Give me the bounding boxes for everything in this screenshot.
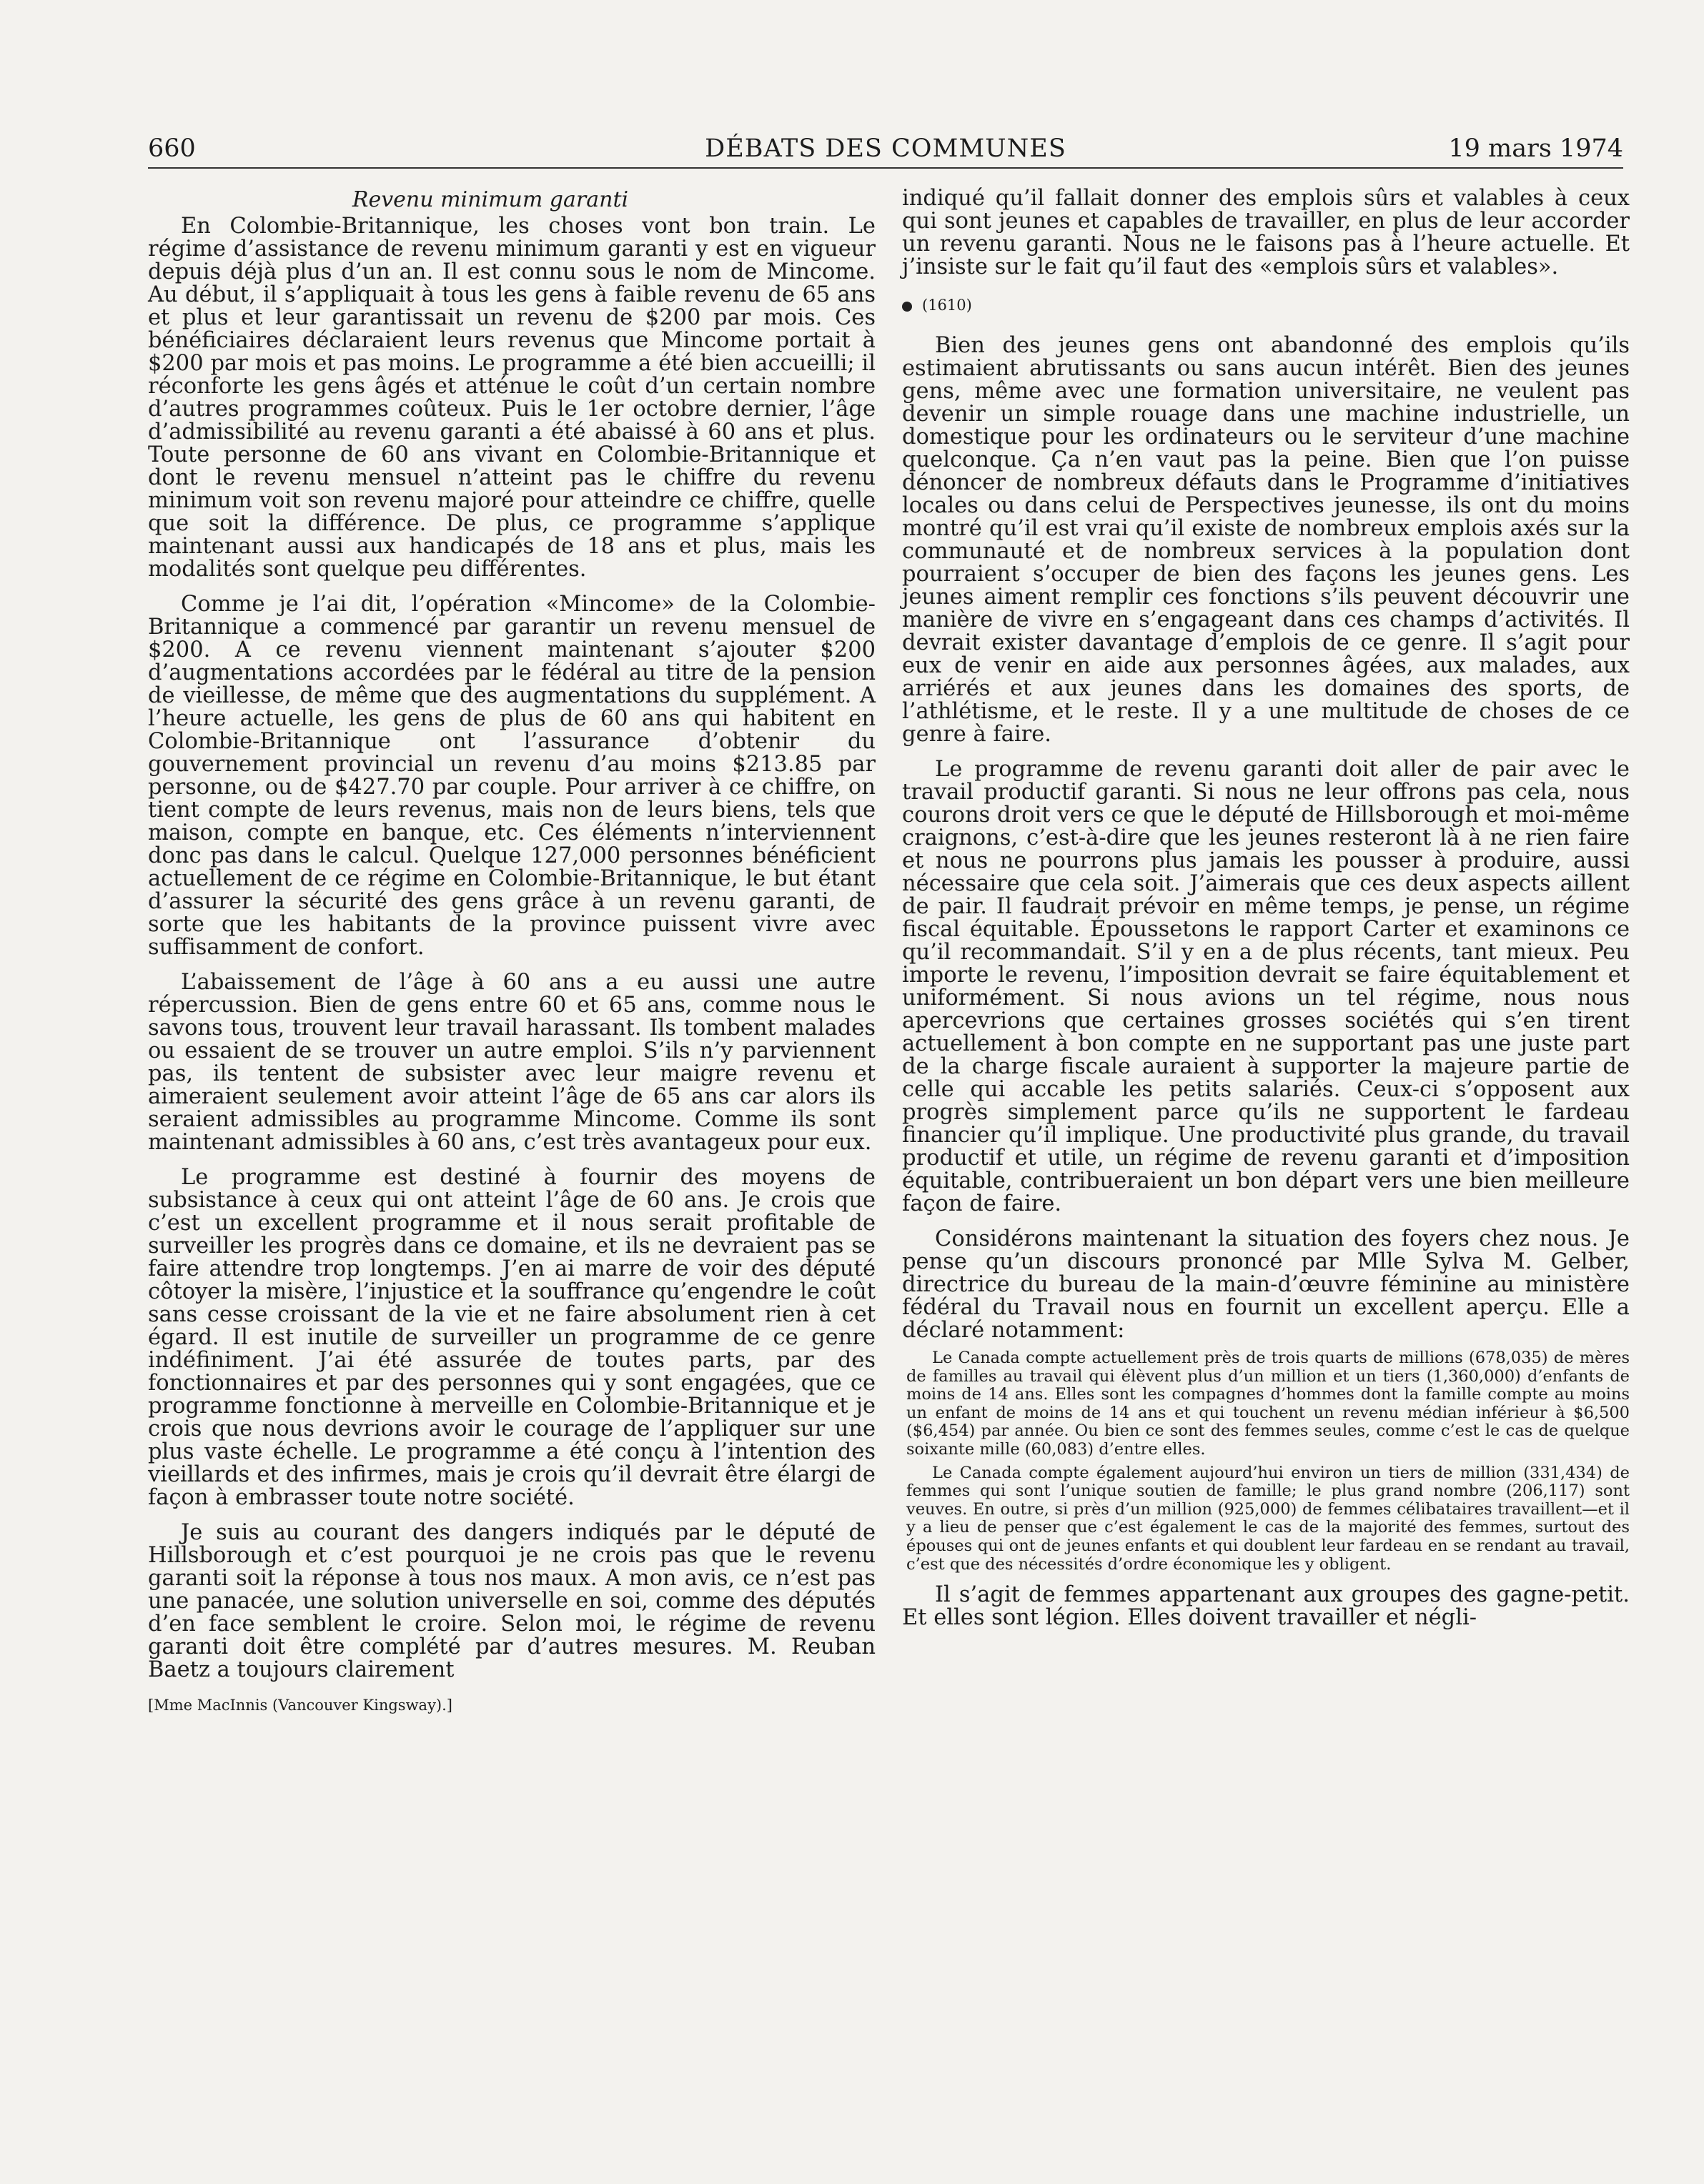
quote-paragraph: Le Canada compte également aujourd’hui environ un tiers de million (331,434) de femmes qui sont l’unique soutien de famille; le plus grand nombre (206,117) sont veuves. En outre, si près d’un million (925,000) de femmes célibataires travaillent—et il y a lieu de penser que c’est également le cas de la majorité des femmes, surtout des épouses qui ont de jeunes enfants et qui doublent leur fardeau en se rendant au travail, c’est que des nécessités d’ordre économique les y obligent. [906,1463,1630,1574]
left-column [148,187,876,1716]
speaker-note: [Mme MacInnis (Vancouver Kingsway).] [148,1697,452,1714]
paragraph: Le programme est destiné à fournir des moyens de subsistance à ceux qui ont atteint l’âge de 60 ans. Je crois que c’est un excellent programme et il nous serait profitable de surveiller les progrès dans ce domaine, et ils ne devraient pas se faire attendre trop longtemps. J’en ai marre de voir des député côtoyer la misère, l’injustice et la souffrance qu’engendre le coût sans cesse croissant de la vie et ne faire absolument rien à cet égard. Il est inutile de surveiller un programme de ce genre indéfiniment. J’ai été assurée de toutes parts, par des fonctionnaires et par des personnes qui y sont engagées, que ce programme fonctionne à merveille en Colombie-Britannique et je crois que nous devrions avoir le courage de l’appliquer sur une plus vaste échelle. Le programme a été conçu à l’intention des vieillards et des infirmes, mais je crois qu’il devrait être élargi de façon à embrasser toute notre société. [148,1165,876,1510]
paragraph: En Colombie-Britannique, les choses vont bon train. Le régime d’assistance de revenu minimum garanti y est en vigueur depuis déjà plus d’un an. Il est connu sous le nom de Mincome. Au début, il s’appliquait à tous les gens à faible revenu de 65 ans et plus et leur garantissait un revenu de $200 par mois. Ces bénéficiaires déclaraient leurs revenus que Mincome portait à $200 par mois et pas moins. Le programme a été bien accueilli; il réconforte les gens âgés et atténue le coût d’un certain nombre d’autres programmes coûteux. Puis le 1er octobre dernier, l’âge d’admissibilité au revenu garanti a été abaissé à 60 ans et plus. Toute personne de 60 ans vivant en Colombie-Britannique et dont le revenu mensuel n’atteint pas le chiffre du revenu minimum voit son revenu majoré pour atteindre ce chiffre, quelle que soit la différence. De plus, ce programme s’applique maintenant aussi aux handicapés de 18 ans et plus, mais les modalités sont quelque peu différentes. [148,214,876,582]
right-column [902,187,1630,1629]
paragraph: Comme je l’ai dit, l’opération «Mincome» de la Colombie-Britannique a commencé par garantir un revenu mensuel de $200. A ce revenu viennent maintenant s’ajouter $200 d’augmentations accordées par le fédéral au titre de la pension de vieillesse, de même que des augmentations du supplément. A l’heure actuelle, les gens de plus de 60 ans qui habitent en Colombie-Britannique ont l’assurance d’obtenir du gouvernement provincial un revenu d’au moins $213.85 par personne, ou de $427.70 par couple. Pour arriver à ce chiffre, on tient compte de leurs revenus, mais non de leurs biens, tels que maison, compte en banque, etc. Ces éléments n’interviennent donc pas dans le calcul. Quelque 127,000 personnes bénéficient actuellement de ce régime en Colombie-Britannique, le but étant d’assurer la sécurité des gens grâce à un revenu garanti, de sorte que les habitants de la province puissent vivre avec suffisamment de confort. [148,592,876,960]
page-header [148,133,1623,169]
paragraph: Considérons maintenant la situation des foyers chez nous. Je pense qu’un discours prononcé par Mlle Sylva M. Gelber, directrice du bureau de la main-d’œuvre féminine au ministère fédéral du Travail nous en fournit un excellent aperçu. Elle a déclaré notamment: [902,1226,1630,1343]
time-marker [902,294,1630,316]
quote-paragraph: Le Canada compte actuellement près de trois quarts de millions (678,035) de mères de familles au travail qui élèvent plus d’un million et un tiers (1,360,000) d’enfants de moins de 14 ans. Elles sont les compagnes d’hommes dont la famille compte au moins un enfant de moins de 14 ans et qui touchent un revenu médian inférieur à $6,500 ($6,454) par année. Ou bien ce sont des femmes seules, comme c’est le cas de quelque soixante mille (60,083) d’entre elles. [906,1349,1630,1459]
page-number: 660 [148,134,196,163]
section-subheading: Revenu minimum garanti [352,187,629,212]
paragraph: Bien des jeunes gens ont abandonné des emplois qu’ils estimaient abrutissants ou sans aucun intérêt. Bien des jeunes gens, même avec une formation universitaire, ne veulent pas devenir un simple rouage dans une machine industrielle, un domestique pour les ordinateurs ou le serviteur d’une machine quelconque. Ça n’en vaut pas la peine. Bien que l’on puisse dénoncer de nombreux défauts dans le Programme d’initiatives locales ou dans celui de Perspectives jeunesse, ils ont du moins montré qu’il est vrai qu’il existe de nombreux emplois axés sur la communauté et de nombreux services à la population dont pourraient s’occuper de bien des façons les jeunes gens. Les jeunes aiment remplir ces fonctions s’ils peuvent découvrir une manière de vivre en s’engageant dans ces champs d’activités. Il devrait exister davantage d’emplois de ce genre. Il s’agit pour eux de venir en aide aux personnes âgées, aux malades, aux arriérés et aux jeunes dans les domaines des sports, de l’athlétisme, et le reste. Il y a une multitude de choses de ce genre à faire. [902,333,1630,747]
block-quote [902,1349,1630,1574]
paragraph: Je suis au courant des dangers indiqués par le député de Hillsborough et c’est pourquoi je ne crois pas que le revenu garanti soit la réponse à tous nos maux. A mon avis, ce n’est pas une panacée, une solution universelle en soi, comme des députés d’en face semblent le croire. Selon moi, le régime de revenu garanti doit être complété par d’autres mesures. M. Reuban Baetz a toujours clairement [148,1520,876,1682]
page-date: 19 mars 1974 [1448,134,1623,163]
paragraph: Le programme de revenu garanti doit aller de pair avec le travail productif garanti. Si nous ne leur offrons pas cela, nous courons droit vers ce que le député de Hillsborough et moi-même craignons, c’est-à-dire que les jeunes resteront là à ne rien faire et nous ne pourrons plus jamais les pousser à produire, aussi nécessaire que cela soit. J’aimerais que ces deux aspects aillent de pair. Il faudrait prévoir en même temps, je pense, un régime fiscal équitable. Époussetons le rapport Carter et examinons ce qu’il recommandait. S’il y en a de plus récents, tant mieux. Peu importe le revenu, l’imposition devrait se faire équitablement et uniformément. Si nous avions un tel régime, nous nous apercevrions que certaines grosses sociétés qui s’en tirent actuellement à bon compte en ne supportant pas une juste part de la charge fiscale auraient à supporter la majeure partie de celle qui accable les petits salariés. Ceux-ci s’opposent aux progrès simplement parce qu’ils ne supportent le fardeau financier qu’il implique. Une productivité plus grande, du travail productif et utile, un régime de revenu garanti et d’imposition équitable, contribueraient un bon départ vers une bien meilleure façon de faire. [902,757,1630,1216]
paragraph-continuation: indiqué qu’il fallait donner des emplois sûrs et valables à ceux qui sont jeunes et capables de travailler, en plus de leur accorder un revenu garanti. Nous ne le faisons pas à l’heure actuelle. Et j’insiste sur le fait qu’il faut des «emplois sûrs et valables». [902,186,1630,279]
paragraph: Il s’agit de femmes appartenant aux groupes des gagne-petit. Et elles sont légion. Elles doivent travailler et négli- [902,1582,1630,1631]
bullet-icon [902,302,912,312]
publication-title: DÉBATS DES COMMUNES [705,134,1066,163]
time-marker-label: (1610) [922,297,972,314]
paragraph: L’abaissement de l’âge à 60 ans a eu aussi une autre répercussion. Bien de gens entre 60 et 65 ans, comme nous le savons tous, trouvent leur travail harassant. Ils tombent malades ou essaient de se trouver un autre emploi. S’ils n’y parviennent pas, ils tentent de subsister avec leur maigre revenu et aimeraient seulement avoir atteint l’âge de 65 ans car alors ils seraient admissibles au programme Mincome. Comme ils sont maintenant admissibles à 60 ans, c’est très avantageux pour eux. [148,970,876,1155]
